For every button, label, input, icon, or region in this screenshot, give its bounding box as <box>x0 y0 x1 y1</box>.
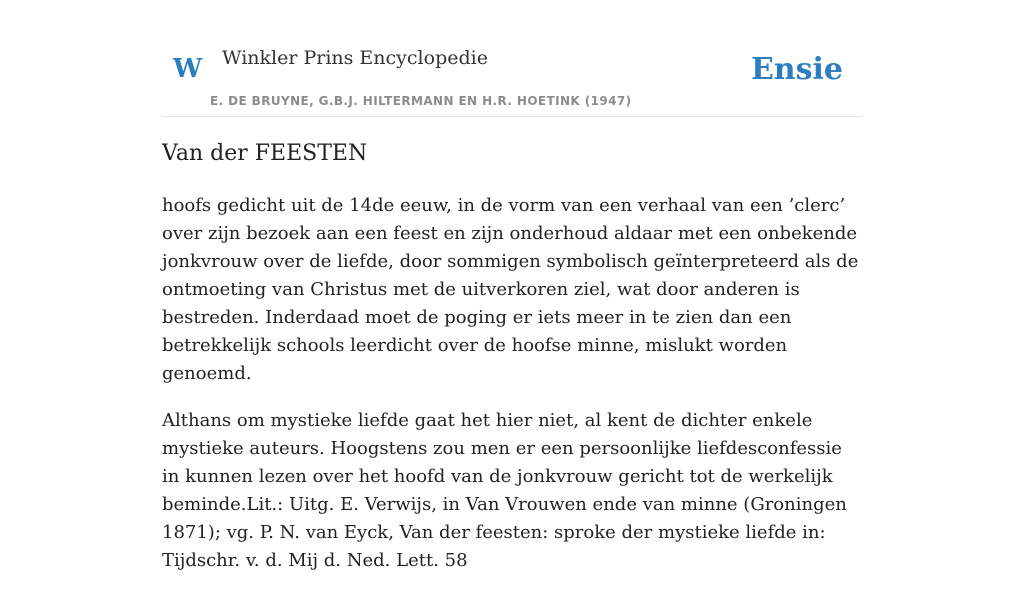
ensie-brand-link[interactable]: Ensie <box>750 52 843 87</box>
winkler-prins-logo[interactable]: W <box>173 54 203 84</box>
article-paragraph: Althans om mystieke liefde gaat het hier niet, al kent de dichter enkele mystieke auteurs. Hoogstens zou men er een persoonlijke liefdesconfessie in kunnen lezen over het hoofd van de jonkvrouw gericht tot de werkelijk beminde.Lit.: Uitg. E. Verwijs, in Van Vrouwen ende van minne (Groningen 1871); vg. P. N. van Eyck, Van der feesten: sproke der mystieke liefde in: Tijdschr. v. d. Mij d. Ned. Lett. 58 <box>162 410 847 571</box>
article-paragraph: hoofs gedicht uit de 14de eeuw, in de vorm van een verhaal van een ’clerc’ over zijn bezoek aan een feest en zijn onderhoud aldaar met een onbekende jonkvrouw over de liefde, door sommigen symbolisch geïnterpreteerd als de ontmoeting van Christus met de uitverkoren ziel, wat door anderen is bestreden. Inderdaad moet de poging er iets meer in te zien dan een betrekkelijk schools leerdicht over de hoofse minne, mislukt worden genoemd. <box>162 195 859 384</box>
article-title: Van der FEESTEN <box>162 141 368 166</box>
site-title[interactable]: Winkler Prins Encyclopedie <box>222 47 488 69</box>
article-body <box>162 192 862 594</box>
site-header <box>162 0 862 117</box>
site-authors: E. DE BRUYNE, G.B.J. HILTERMANN EN H.R. HOETINK (1947) <box>210 94 632 108</box>
